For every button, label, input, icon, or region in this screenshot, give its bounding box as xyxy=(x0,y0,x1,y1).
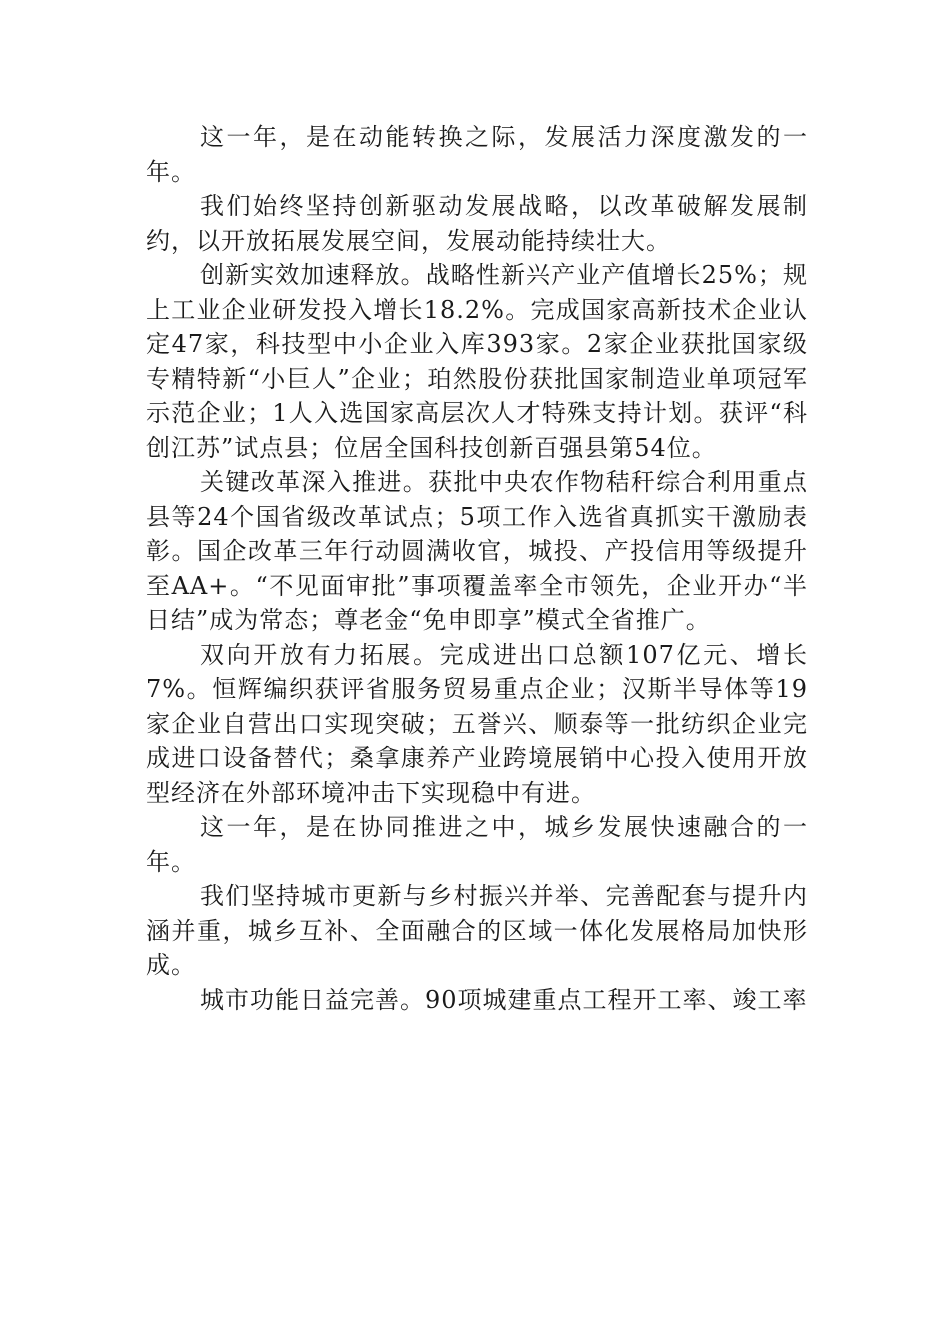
paragraph: 城市功能日益完善。90项城建重点工程开工率、竣工率 xyxy=(200,985,808,1014)
paragraph: 我们始终坚持创新驱动发展战略，以改革破解发展制约，以开放拓展发展空间，发展动能持续壮大。 xyxy=(146,192,808,255)
paragraph: 双向开放有力拓展。完成进出口总额107亿元、增长7%。恒辉编织获评省服务贸易重点企业；汉斯半导体等19家企业自营出口实现突破；五誉兴、顺泰等一批纺织企业完成进口设备替代；桑拿康养产业跨境展销中心投入使用开放型经济在外部环境冲击下实现稳中有进。 xyxy=(146,640,808,807)
paragraph: 创新实效加速释放。战略性新兴产业产值增长25%；规上工业企业研发投入增长18.2%。完成国家高新技术企业认定47家，科技型中小企业入库393家。2家企业获批国家级专精特新“小巨人”企业；珀然股份获批国家制造业单项冠军示范企业；1人入选国家高层次人才特殊支持计划。获评“科创江苏”试点县；位居全国科技创新百强县第54位。 xyxy=(146,261,808,462)
paragraph: 关键改革深入推进。获批中央农作物秸秆综合利用重点县等24个国省级改革试点；5项工作入选省真抓实干激励表彰。国企改革三年行动圆满收官，城投、产投信用等级提升至AA+。“不见面审批”事项覆盖率全市领先，企业开办“半日结”成为常态；尊老金“免申即享”模式全省推广。 xyxy=(146,468,808,634)
document-body xyxy=(146,120,808,1017)
paragraph: 我们坚持城市更新与乡村振兴并举、完善配套与提升内涵并重，城乡互补、全面融合的区域一体化发展格局加快形成。 xyxy=(146,882,808,979)
paragraph: 这一年，是在动能转换之际，发展活力深度激发的一年。 xyxy=(146,123,808,186)
paragraph: 这一年，是在协同推进之中，城乡发展快速融合的一年。 xyxy=(146,813,808,876)
